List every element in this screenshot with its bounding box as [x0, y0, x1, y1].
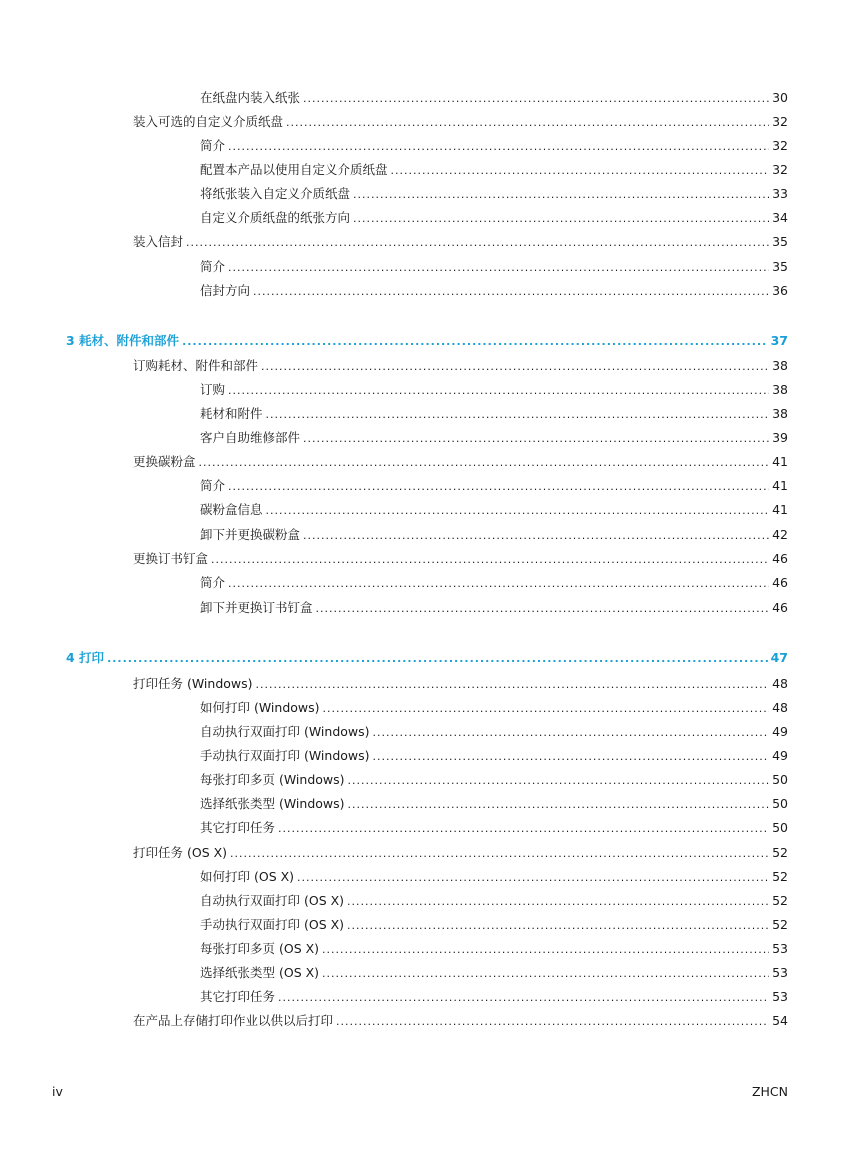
dot-leader: [182, 334, 768, 350]
toc-entry-title: 卸下并更换碳粉盒: [200, 527, 301, 542]
dot-leader: [199, 455, 770, 471]
toc-entry-page: 38: [772, 358, 788, 373]
toc-entry[interactable]: [200, 772, 788, 789]
toc-entry-page: 38: [772, 406, 788, 421]
dot-leader: [303, 91, 769, 107]
toc-entry-title: 打印任务 (Windows): [133, 676, 253, 691]
toc-entry-page: 53: [772, 965, 788, 980]
toc-entry[interactable]: [200, 700, 788, 717]
dot-leader: [347, 894, 769, 910]
toc-entry-page: 41: [772, 454, 788, 469]
toc-entry-page: 49: [772, 748, 788, 763]
toc-entry[interactable]: [200, 527, 788, 544]
toc-entry-title: 手动执行双面打印 (OS X): [200, 917, 345, 932]
toc-entry-title: 每张打印多页 (Windows): [200, 772, 345, 787]
toc-entry-page: 49: [772, 724, 788, 739]
toc-entry-title: 手动执行双面打印 (Windows): [200, 748, 370, 763]
dot-leader: [322, 942, 769, 958]
toc-entry-title: 订购: [200, 382, 226, 397]
toc-entry-title: 更换碳粉盒: [133, 454, 196, 469]
toc-entry-title: 碳粉盒信息: [200, 502, 263, 517]
toc-entry-title: 装入可选的自定义介质纸盘: [133, 114, 284, 129]
toc-entry-title: 简介: [200, 478, 226, 493]
toc-entry-title: 每张打印多页 (OS X): [200, 941, 320, 956]
dot-leader: [228, 576, 769, 592]
toc-entry-title: 选择纸张类型 (OS X): [200, 965, 320, 980]
toc-entry-title: 如何打印 (Windows): [200, 700, 320, 715]
toc-entry[interactable]: [133, 234, 788, 251]
dot-leader: [186, 235, 769, 251]
toc-entry[interactable]: [200, 917, 788, 934]
toc-entry[interactable]: [133, 845, 788, 862]
toc-entry-page: 53: [772, 941, 788, 956]
toc-chapter-entry[interactable]: [66, 333, 788, 350]
toc-entry-page: 50: [772, 772, 788, 787]
page-number: iv: [52, 1084, 63, 1099]
dot-leader: [323, 701, 770, 717]
toc-entry-title: 更换订书钉盒: [133, 551, 209, 566]
dot-leader: [316, 601, 770, 617]
toc-entry-title: 配置本产品以使用自定义介质纸盘: [200, 162, 388, 177]
toc-entry-page: 35: [772, 234, 788, 249]
toc-entry-title: 自动执行双面打印 (OS X): [200, 893, 345, 908]
dot-leader: [347, 918, 769, 934]
toc-entry[interactable]: [200, 259, 788, 276]
toc-entry[interactable]: [200, 430, 788, 447]
dot-leader: [230, 846, 769, 862]
dot-leader: [107, 651, 768, 667]
dot-leader: [228, 479, 769, 495]
toc-entry[interactable]: [133, 676, 788, 693]
toc-entry[interactable]: [200, 478, 788, 495]
toc-entry-title: 自定义介质纸盘的纸张方向: [200, 210, 351, 225]
dot-leader: [303, 431, 769, 447]
dot-leader: [286, 115, 769, 131]
toc-entry[interactable]: [200, 138, 788, 155]
toc-chapter-entry[interactable]: [66, 650, 788, 667]
toc-entry[interactable]: [200, 989, 788, 1006]
toc-entry-title: 简介: [200, 138, 226, 153]
dot-leader: [261, 359, 769, 375]
toc-entry-page: 41: [772, 478, 788, 493]
toc-entry[interactable]: [200, 820, 788, 837]
toc-entry[interactable]: [200, 186, 788, 203]
toc-entry-page: 54: [772, 1013, 788, 1028]
toc-entry-page: 36: [772, 283, 788, 298]
toc-entry-title: 如何打印 (OS X): [200, 869, 295, 884]
toc-entry[interactable]: [133, 551, 788, 568]
toc-entry[interactable]: [200, 210, 788, 227]
toc-entry-title: 信封方向: [200, 283, 251, 298]
dot-leader: [348, 797, 770, 813]
toc-entry-page: 52: [772, 893, 788, 908]
dot-leader: [373, 749, 770, 765]
toc-entry-page: 42: [772, 527, 788, 542]
toc-entry-title: 其它打印任务: [200, 820, 276, 835]
toc-entry-title: 打印任务 (OS X): [133, 845, 228, 860]
dot-leader: [228, 383, 769, 399]
toc-entry-title: 3 耗材、附件和部件: [66, 333, 180, 348]
toc-entry[interactable]: [200, 796, 788, 813]
toc-entry[interactable]: [200, 406, 788, 423]
toc-entry-page: 32: [772, 138, 788, 153]
toc-entry-title: 选择纸张类型 (Windows): [200, 796, 345, 811]
toc-entry[interactable]: [200, 283, 788, 300]
toc-entry-page: 52: [772, 869, 788, 884]
toc-entry-page: 39: [772, 430, 788, 445]
toc-entry-page: 33: [772, 186, 788, 201]
toc-entry-page: 48: [772, 700, 788, 715]
toc-entry-page: 32: [772, 162, 788, 177]
toc-entry[interactable]: [200, 382, 788, 399]
toc-entry-page: 46: [772, 551, 788, 566]
dot-leader: [266, 503, 770, 519]
toc-entry-page: 46: [772, 600, 788, 615]
dot-leader: [228, 139, 769, 155]
dot-leader: [256, 677, 770, 693]
toc-entry-page: 47: [770, 650, 788, 665]
toc-entry-page: 48: [772, 676, 788, 691]
toc-entry-title: 客户自助维修部件: [200, 430, 301, 445]
dot-leader: [278, 821, 769, 837]
toc-entry-title: 卸下并更换订书钉盒: [200, 600, 313, 615]
toc-entry-title: 在纸盘内装入纸张: [200, 90, 301, 105]
toc-entry[interactable]: [200, 575, 788, 592]
dot-leader: [211, 552, 769, 568]
dot-leader: [353, 187, 769, 203]
toc-entry[interactable]: [200, 502, 788, 519]
toc-entry-page: 37: [770, 333, 788, 348]
toc-entry[interactable]: [200, 724, 788, 741]
toc-entry-title: 在产品上存储打印作业以供以后打印: [133, 1013, 334, 1028]
toc-entry-title: 4 打印: [66, 650, 105, 665]
toc-entry-page: 38: [772, 382, 788, 397]
toc-entry-page: 35: [772, 259, 788, 274]
toc-entry-title: 装入信封: [133, 234, 184, 249]
dot-leader: [228, 260, 769, 276]
toc-entry-page: 34: [772, 210, 788, 225]
dot-leader: [303, 528, 769, 544]
toc-entry-page: 52: [772, 917, 788, 932]
toc-entry[interactable]: [200, 748, 788, 765]
dot-leader: [278, 990, 769, 1006]
dot-leader: [373, 725, 770, 741]
toc-entry-title: 简介: [200, 575, 226, 590]
toc-entry[interactable]: [133, 358, 788, 375]
dot-leader: [336, 1014, 769, 1030]
toc-entry-title: 订购耗材、附件和部件: [133, 358, 259, 373]
toc-entry[interactable]: [133, 1013, 788, 1030]
toc-entry-page: 50: [772, 796, 788, 811]
dot-leader: [266, 407, 770, 423]
toc-entry-title: 将纸张装入自定义介质纸盘: [200, 186, 351, 201]
toc-entry-page: 53: [772, 989, 788, 1004]
toc-entry-page: 41: [772, 502, 788, 517]
toc-entry[interactable]: [200, 941, 788, 958]
toc-entry[interactable]: [200, 162, 788, 179]
dot-leader: [322, 966, 769, 982]
toc-entry[interactable]: [200, 90, 788, 107]
toc-entry-page: 50: [772, 820, 788, 835]
toc-entry-title: 简介: [200, 259, 226, 274]
dot-leader: [297, 870, 769, 886]
toc-entry[interactable]: [200, 869, 788, 886]
toc-entry-page: 52: [772, 845, 788, 860]
toc-entry-page: 30: [772, 90, 788, 105]
toc-entry[interactable]: [133, 114, 788, 131]
dot-leader: [391, 163, 770, 179]
language-code: ZHCN: [751, 1084, 788, 1099]
toc-entry-title: 其它打印任务: [200, 989, 276, 1004]
toc-entry[interactable]: [200, 965, 788, 982]
toc-entry-page: 46: [772, 575, 788, 590]
toc-entry-page: 32: [772, 114, 788, 129]
dot-leader: [348, 773, 770, 789]
toc-entry-title: 自动执行双面打印 (Windows): [200, 724, 370, 739]
toc-entry[interactable]: [200, 893, 788, 910]
toc-entry[interactable]: [200, 600, 788, 617]
dot-leader: [353, 211, 769, 227]
toc-entry[interactable]: [133, 454, 788, 471]
dot-leader: [253, 284, 769, 300]
toc-entry-title: 耗材和附件: [200, 406, 263, 421]
